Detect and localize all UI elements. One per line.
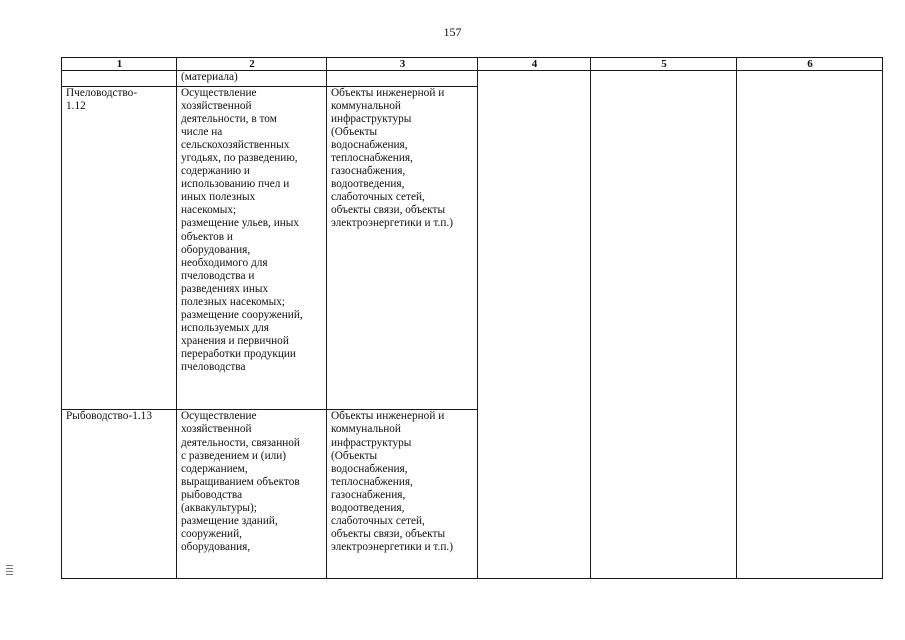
table-header-row [62,58,883,71]
column-header-1: 1 [62,58,177,71]
page-number: 157 [443,25,462,39]
table-row-continuation [62,71,883,87]
column-header-5: 5 [591,58,737,71]
scan-margin-mark [6,565,13,577]
column-header-6: 6 [737,58,883,71]
table-cell-col4 [478,71,591,579]
permitted-objects-cell: Объекты инженерной и коммунальной инфраструктуры (Объекты водоснабжения, теплоснабжения, газоснабжения, водоотведения, слаботочных сетей, объекты связи, объекты электроэнергетики и т.п.) [327,410,478,579]
table-cell [327,71,478,87]
regulation-table [61,57,883,579]
land-use-description-cell: Осуществление хозяйственной деятельности, связанной с разведением и (или) содержанием, выращиванием объектов рыбоводства (аквакультуры); размещение зданий, сооружений, оборудования, [177,410,327,579]
permitted-objects-cell: Объекты инженерной и коммунальной инфраструктуры (Объекты водоснабжения, теплоснабжения, газоснабжения, водоотведения, слаботочных сетей, объекты связи, объекты электроэнергетики и т.п.) [327,86,478,410]
land-use-description-cell: Осуществление хозяйственной деятельности, в том числе на сельскохозяйственных угодьях, по разведению, содержанию и использованию пчел и иных полезных насекомых; размещение ульев, иных объектов и оборудования, необходимого для пчеловодства и разведениях иных полезных насекомых; размещение сооружений, используемых для хранения и первичной переработки продукции пчеловодства [177,86,327,410]
table-cell-col6 [737,71,883,579]
column-header-2: 2 [177,58,327,71]
table-cell: (материала) [177,71,327,87]
column-header-4: 4 [478,58,591,71]
column-header-3: 3 [327,58,478,71]
land-use-type-cell: Пчеловодство- 1.12 [62,86,177,410]
table-cell [62,71,177,87]
land-use-type-cell: Рыбоводство-1.13 [62,410,177,579]
table-cell-col5 [591,71,737,579]
